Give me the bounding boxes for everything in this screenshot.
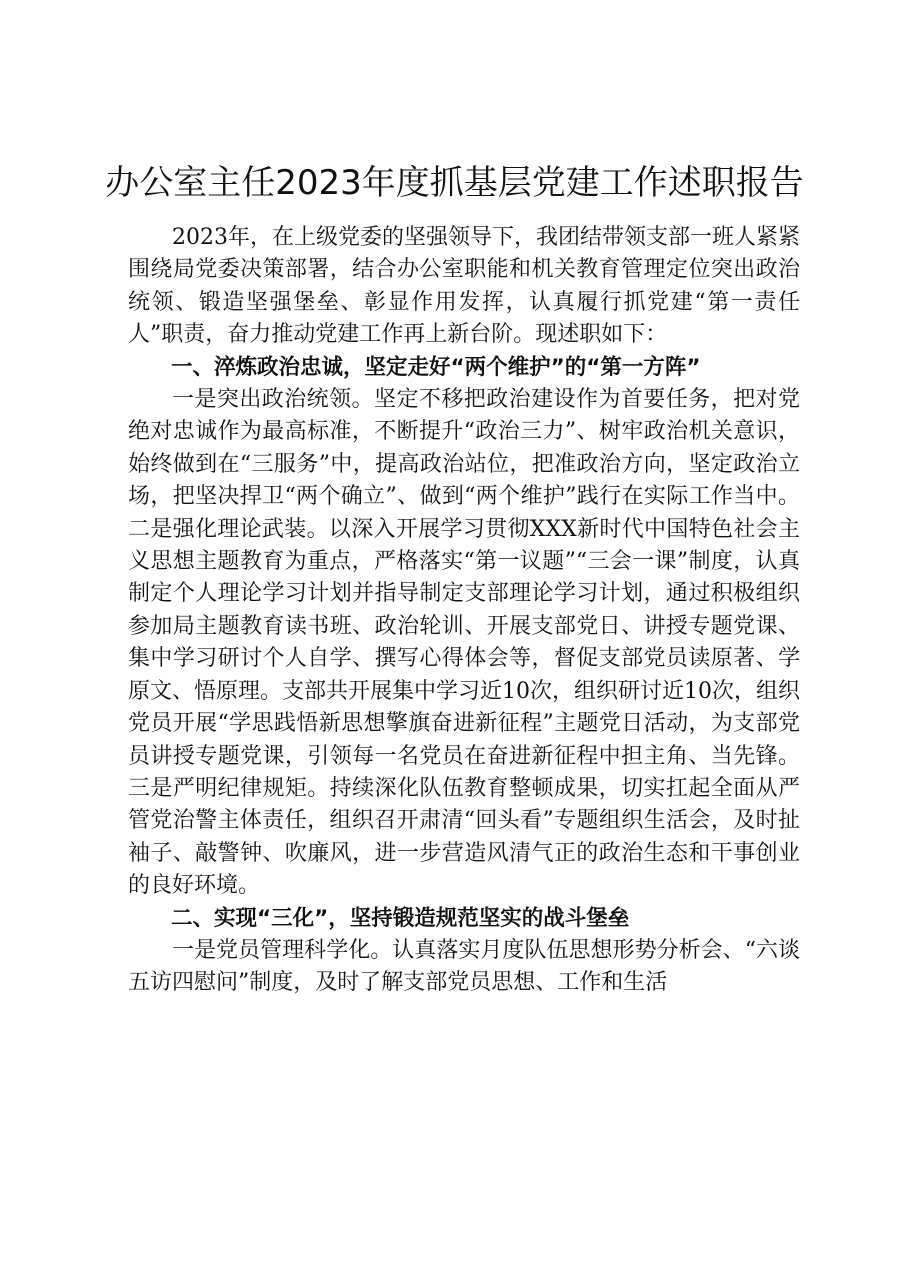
- section-1-paragraph: 一是突出政治统领。坚定不移把政治建设作为首要任务，把对党绝对忠诚作为最高标准，不断提升“政治三力”、树牢政治机关意识，始终做到在“三服务”中，提高政治站位，把准政治方向，坚定政治立场，把坚决捍卫“两个确立”、做到“两个维护”践行在实际工作当中。二是强化理论武装。以深入开展学习贯彻XXX新时代中国特色社会主义思想主题教育为重点，严格落实“第一议题”“三会一课”制度，认真制定个人理论学习计划并指导制定支部理论学习计划，通过积极组织参加局主题教育读书班、政治轮训、开展支部党日、讲授专题党课、集中学习研讨个人自学、撰写心得体会等，督促支部党员读原著、学原文、悟原理。支部共开展集中学习近10次，组织研讨近10次，组织党员开展“学思践悟新思想擎旗奋进新征程”主题党日活动，为支部党员讲授专题党课，引领每一名党员在奋进新征程中担主角、当先锋。三是严明纪律规矩。持续深化队伍教育整顿成果，切实扛起全面从严管党治警主体责任，组织召开肃清“回头看”专题组织生活会，及时扯袖子、敲警钟、吹廉风，进一步营造风清气正的政治生态和干事创业的良好环境。: [128, 387, 800, 899]
- section-heading-2: 二、实现“三化”，坚持锻造规范坚实的战斗堡垒: [171, 905, 630, 931]
- document-title: 办公室主任2023年度抓基层党建工作述职报告: [105, 163, 804, 203]
- section-heading-1: 一、淬炼政治忠诚，坚定走好“两个维护”的“第一方阵”: [171, 354, 701, 380]
- section-2-paragraph: 一是党员管理科学化。认真落实月度队伍思想形势分析会、“六谈五访四慰问”制度，及时了解支部党员思想、工作和生活: [128, 937, 800, 996]
- intro-paragraph: 2023年，在上级党委的坚强领导下，我团结带领支部一班人紧紧围绕局党委决策部署，结合办公室职能和机关教育管理定位突出政治统领、锻造坚强堡垒、彰显作用发挥，认真履行抓党建“第一责任人”职责，奋力推动党建工作再上新台阶。现述职如下：: [128, 225, 800, 348]
- document-body: [128, 222, 800, 1000]
